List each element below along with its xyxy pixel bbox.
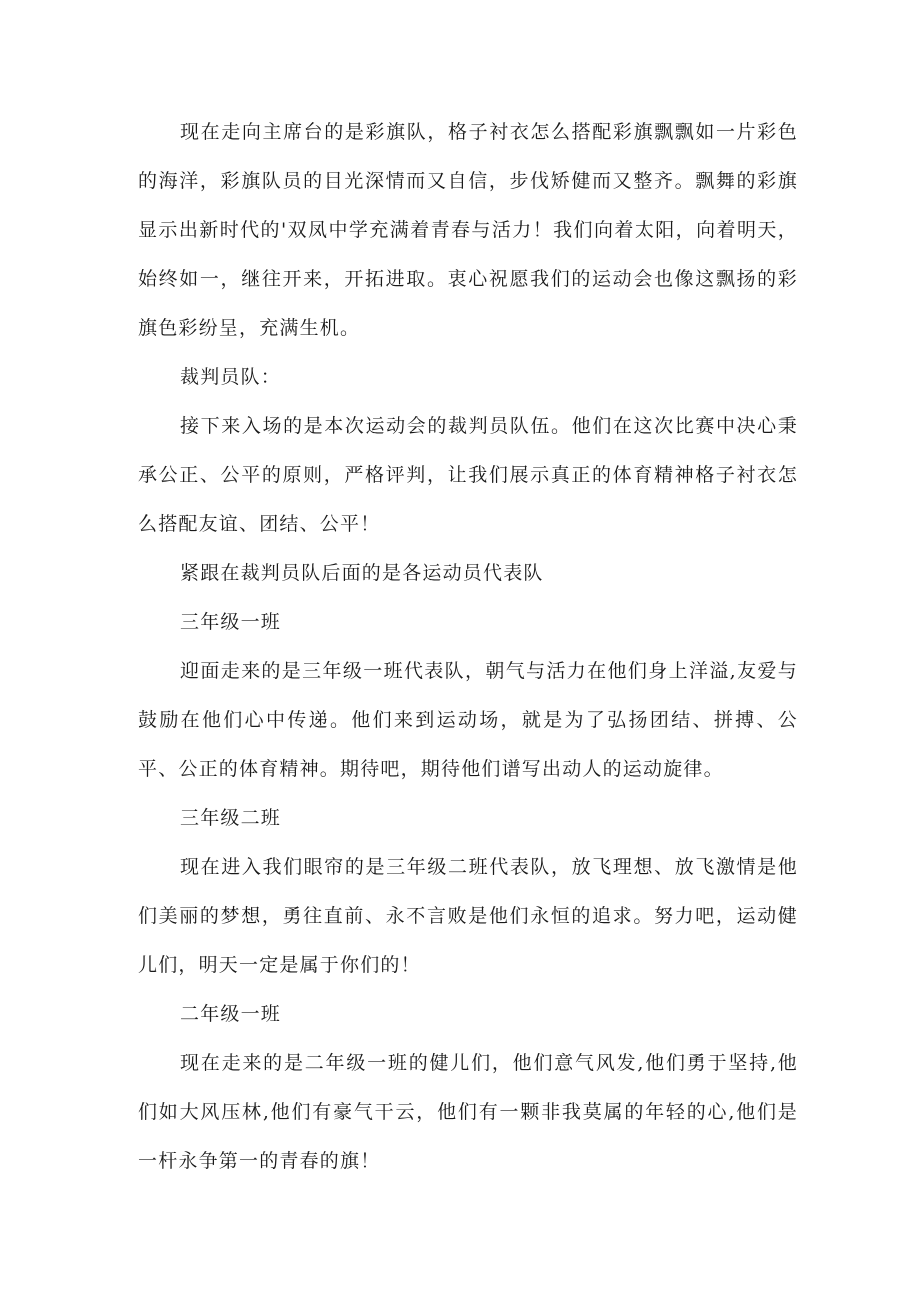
heading-grade2-class1: 二年级一班 bbox=[180, 1003, 282, 1025]
heading-grade3-class1: 三年级一班 bbox=[180, 611, 282, 633]
heading-referee-team: 裁判员队： bbox=[180, 366, 282, 388]
paragraph-grade2-class1: 现在走来的是二年级一班的健儿们，他们意气风发,他们勇于坚持,他们如大风压林,他们有豪气干云，他们有一颗非我莫属的年轻的心,他们是一杆永争第一的青春的旗！ bbox=[138, 1052, 798, 1172]
heading-grade3-class2: 三年级二班 bbox=[180, 807, 282, 829]
paragraph-athletes-intro: 紧跟在裁判员队后面的是各运动员代表队 bbox=[180, 562, 544, 584]
document-body bbox=[138, 108, 798, 1186]
paragraph-flag-team: 现在走向主席台的是彩旗队，格子衬衣怎么搭配彩旗飘飘如一片彩色的海洋，彩旗队员的目光深情而又自信，步伐矫健而又整齐。飘舞的彩旗显示出新时代的'双凤中学充满着青春与活力！我们向着太阳，向着明天，始终如一，继往开来，开拓进取。衷心祝愿我们的运动会也像这飘扬的彩旗色彩纷呈，充满生机。 bbox=[138, 121, 798, 339]
paragraph-grade3-class2: 现在进入我们眼帘的是三年级二班代表队，放飞理想、放飞激情是他们美丽的梦想，勇往直前、永不言败是他们永恒的追求。努力吧，运动健儿们，明天一定是属于你们的！ bbox=[138, 856, 798, 976]
paragraph-grade3-class1: 迎面走来的是三年级一班代表队，朝气与活力在他们身上洋溢,友爱与鼓励在他们心中传递。他们来到运动场，就是为了弘扬团结、拼搏、公平、公正的体育精神。期待吧，期待他们谱写出动人的运动旋律。 bbox=[138, 660, 798, 780]
paragraph-referee-team: 接下来入场的是本次运动会的裁判员队伍。他们在这次比赛中决心秉承公正、公平的原则，严格评判，让我们展示真正的体育精神格子衬衣怎么搭配友谊、团结、公平！ bbox=[138, 415, 798, 535]
